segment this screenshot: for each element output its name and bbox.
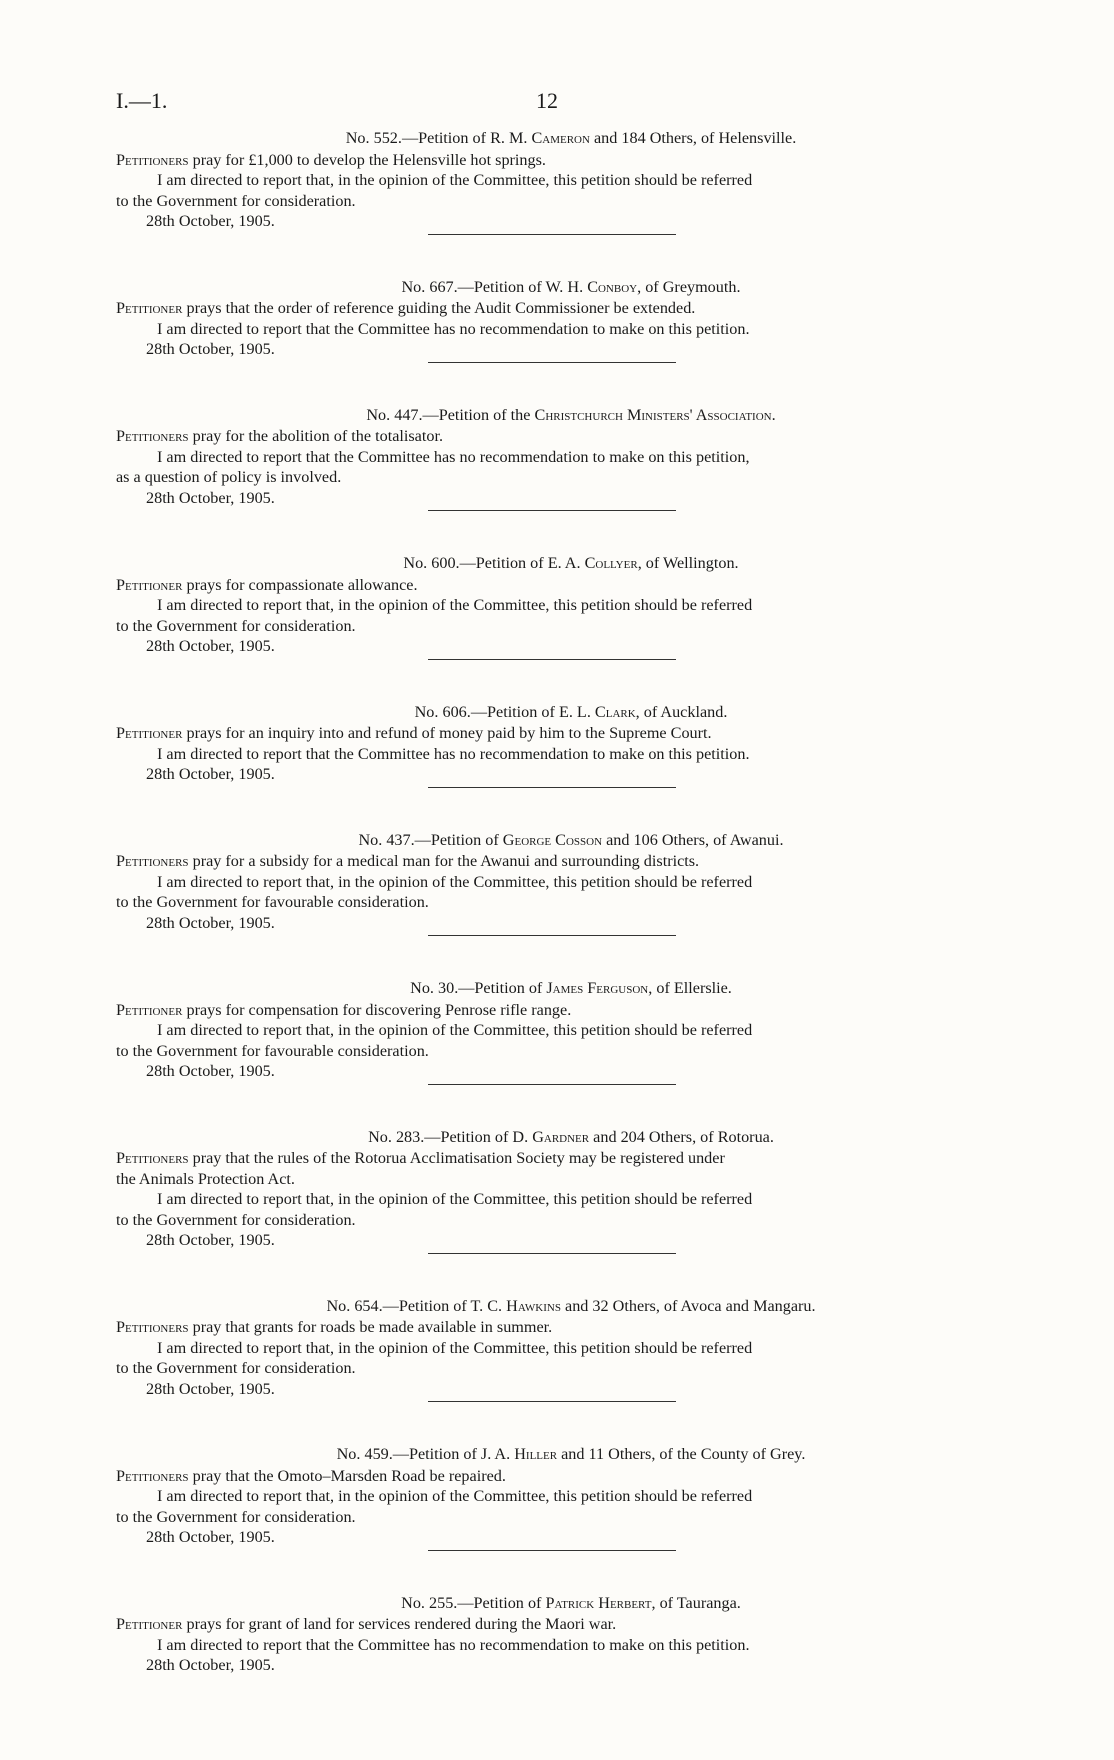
petitioner-name: Christchurch Ministers' Association: [534, 405, 772, 424]
petition-prayer: [116, 1614, 986, 1635]
committee-report: I am directed to report that, in the opinion of the Committee, this petition should be referred: [157, 1487, 753, 1505]
committee-report: I am directed to report that the Committee has no recommendation to make on this petition.: [157, 1635, 750, 1654]
committee-report: I am directed to report that, in the opinion of the Committee, this petition should be referred: [157, 171, 753, 189]
petition-title: [156, 978, 986, 999]
section-gap: [116, 1402, 986, 1444]
report-continuation: to the Government for consideration.: [116, 616, 356, 635]
prayer-subject: Petitioner: [116, 1615, 183, 1633]
petition-prayer: [116, 1317, 986, 1338]
section-gap: [116, 1551, 986, 1593]
petition-prayer: [116, 426, 986, 447]
prayer-text: pray for £1,000 to develop the Helensville hot springs.: [192, 150, 546, 169]
petitioner-name: Cameron: [531, 129, 590, 147]
petitioner-name: Gardner: [532, 1127, 590, 1146]
section-gap: [116, 936, 986, 978]
petition-number: No. 606.—Petition of E. L.: [414, 702, 591, 721]
petition-location: , of Auckland.: [635, 702, 728, 721]
committee-report: I am directed to report that, in the opinion of the Committee, this petition should be referred: [157, 1190, 753, 1208]
petition-entry: [116, 1296, 986, 1445]
prayer-subject: Petitioners: [116, 427, 189, 445]
prayer-text: prays for compensation for discovering Penrose rifle range.: [186, 1000, 572, 1019]
prayer-subject: Petitioner: [116, 299, 183, 317]
section-gap: [116, 1085, 986, 1127]
petitioner-name: Conboy: [587, 277, 638, 296]
document-page: [116, 88, 986, 1676]
petitioner-name: Hawkins: [506, 1296, 561, 1315]
petition-entry: [116, 1127, 986, 1296]
petition-location: and 106 Others, of Awanui.: [606, 830, 784, 849]
petition-title: [156, 405, 986, 426]
petition-prayer: [116, 150, 986, 171]
prayer-subject: Petitioners: [116, 1149, 189, 1167]
petition-number: No. 459.—Petition of J. A.: [336, 1445, 511, 1463]
section-gap: [116, 660, 986, 702]
prayer-text: prays that the order of reference guiding the Audit Commissioner be extended.: [186, 299, 696, 317]
prayer-subject: Petitioners: [116, 852, 189, 870]
report-continuation: to the Government for consideration.: [116, 1507, 356, 1526]
petition-title: [156, 128, 986, 149]
prayer-text: prays for grant of land for services rendered during the Maori war.: [186, 1615, 617, 1633]
petitioner-name: Clark: [594, 702, 636, 721]
report-date: 28th October, 1905.: [146, 637, 275, 655]
prayer-subject: Petitioner: [116, 575, 183, 594]
prayer-text: prays for compassionate allowance.: [186, 575, 418, 594]
report-date: 28th October, 1905.: [146, 765, 275, 783]
petition-entry: [116, 405, 986, 554]
petition-prayer: [116, 1000, 986, 1021]
prayer-text: pray that grants for roads be made available in summer.: [192, 1318, 553, 1336]
report-continuation: to the Government for favourable consideration.: [116, 893, 429, 911]
petition-number: No. 437.—Petition of: [358, 830, 499, 849]
petition-location: , of Greymouth.: [637, 277, 741, 296]
petition-prayer: [116, 723, 986, 744]
section-gap: [116, 235, 986, 277]
petition-number: No. 447.—Petition of the: [366, 405, 531, 424]
committee-report: I am directed to report that, in the opinion of the Committee, this petition should be referred: [157, 596, 753, 614]
petition-list: [116, 128, 986, 1676]
petitioner-name: James Ferguson: [546, 979, 649, 997]
prayer-text: pray for a subsidy for a medical man for the Awanui and surrounding districts.: [192, 852, 700, 870]
section-gap: [116, 788, 986, 830]
report-continuation: to the Government for consideration.: [116, 1210, 356, 1229]
page-header: [116, 88, 986, 128]
petition-title: [156, 1444, 986, 1465]
report-date: 28th October, 1905.: [146, 340, 275, 358]
committee-report: I am directed to report that, in the opinion of the Committee, this petition should be referred: [157, 1021, 753, 1039]
petition-location: , of Ellerslie.: [648, 979, 732, 997]
petition-prayer: [116, 1148, 986, 1169]
petition-title: [156, 830, 986, 851]
report-date: 28th October, 1905.: [146, 1062, 275, 1080]
petition-number: No. 600.—Petition of E. A.: [403, 554, 581, 572]
petition-location: and 11 Others, of the County of Grey.: [561, 1445, 806, 1463]
petition-entry: [116, 702, 986, 830]
report-continuation: to the Government for favourable consideration.: [116, 1041, 429, 1060]
prayer-subject: Petitioners: [116, 150, 189, 169]
petition-title: [156, 702, 986, 723]
petition-location: and 32 Others, of Avoca and Mangaru.: [565, 1296, 816, 1315]
section-gap: [116, 1254, 986, 1296]
report-date: 28th October, 1905.: [146, 1528, 275, 1546]
petition-location: and 204 Others, of Rotorua.: [593, 1127, 774, 1146]
petition-number: No. 283.—Petition of D.: [368, 1127, 529, 1146]
report-date: 28th October, 1905.: [146, 913, 275, 932]
petitioner-name: Collyer: [584, 554, 638, 572]
prayer-text: prays for an inquiry into and refund of money paid by him to the Supreme Court.: [186, 724, 712, 742]
section-gap: [116, 363, 986, 405]
prayer-subject: Petitioner: [116, 1000, 183, 1019]
paper-reference: I.—1.: [116, 88, 168, 113]
petition-location: .: [771, 405, 776, 424]
petition-entry: [116, 1593, 986, 1676]
petition-entry: [116, 553, 986, 702]
report-date: 28th October, 1905.: [146, 488, 275, 507]
petition-entry: [116, 1444, 986, 1593]
committee-report: I am directed to report that, in the opinion of the Committee, this petition should be referred: [157, 1338, 753, 1357]
petition-location: and 184 Others, of Helensville.: [593, 129, 797, 147]
prayer-text: pray for the abolition of the totalisator.: [192, 427, 444, 445]
page-number: 12: [536, 88, 558, 113]
petition-title: [156, 277, 986, 298]
petition-number: No. 552.—Petition of R. M.: [345, 129, 528, 147]
petition-number: No. 30.—Petition of: [410, 979, 543, 997]
committee-report: I am directed to report that the Committee has no recommendation to make on this petition.: [157, 319, 750, 338]
petition-title: [156, 553, 986, 574]
prayer-text: pray that the Omoto–Marsden Road be repaired.: [192, 1466, 506, 1485]
prayer-continuation: the Animals Protection Act.: [116, 1169, 295, 1188]
report-date: 28th October, 1905.: [146, 1379, 275, 1398]
petition-title: [156, 1296, 986, 1317]
petition-location: , of Wellington.: [637, 554, 739, 572]
petition-title: [156, 1127, 986, 1148]
committee-report: I am directed to report that the Committee has no recommendation to make on this petition,: [157, 447, 750, 466]
petition-entry: [116, 128, 986, 277]
petition-title: [156, 1593, 986, 1614]
petition-number: No. 667.—Petition of W. H.: [401, 277, 584, 296]
report-date: 28th October, 1905.: [146, 212, 275, 230]
report-date: 28th October, 1905.: [146, 1656, 275, 1674]
petition-number: No. 654.—Petition of T. C.: [326, 1296, 503, 1315]
committee-report: I am directed to report that, in the opinion of the Committee, this petition should be referred: [157, 872, 753, 891]
prayer-subject: Petitioner: [116, 724, 183, 742]
petition-prayer: [116, 298, 986, 319]
petition-prayer: [116, 575, 986, 596]
petition-prayer: [116, 1466, 986, 1487]
report-continuation: as a question of policy is involved.: [116, 468, 342, 486]
committee-report: I am directed to report that the Committee has no recommendation to make on this petition.: [157, 744, 750, 763]
prayer-subject: Petitioners: [116, 1318, 189, 1336]
report-continuation: to the Government for consideration.: [116, 1359, 356, 1377]
section-gap: [116, 511, 986, 553]
prayer-subject: Petitioners: [116, 1466, 189, 1485]
petitioner-name: Hiller: [514, 1445, 558, 1463]
petitioner-name: Patrick Herbert: [545, 1593, 652, 1612]
petition-prayer: [116, 851, 986, 872]
petition-entry: [116, 277, 986, 405]
report-date: 28th October, 1905.: [146, 1231, 275, 1249]
petition-entry: [116, 978, 986, 1127]
petitioner-name: George Cosson: [502, 830, 603, 849]
petition-entry: [116, 830, 986, 979]
prayer-text: pray that the rules of the Rotorua Acclimatisation Society may be registered under: [192, 1149, 725, 1167]
petition-number: No. 255.—Petition of: [401, 1593, 542, 1612]
petition-location: , of Tauranga.: [651, 1593, 741, 1612]
report-continuation: to the Government for consideration.: [116, 191, 356, 210]
